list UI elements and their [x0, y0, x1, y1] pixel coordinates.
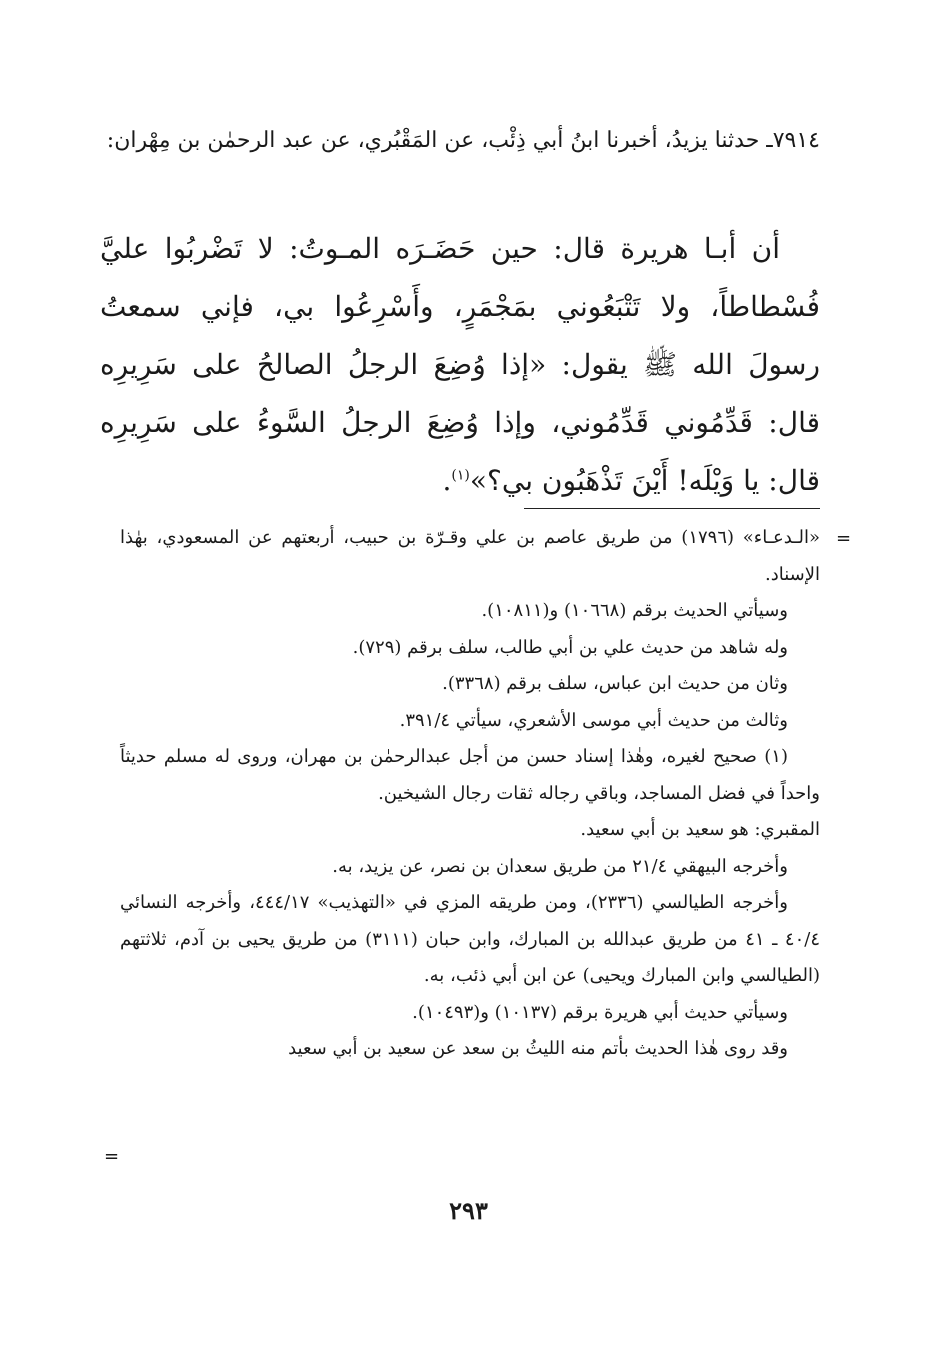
hadith-matn-text: أن أبـا هريرة قال: حين حَضَـرَه المـوتُ: لا تَضْربُوا عليَّ فُسْطاطاً، ولا تَتْبَعُوني بمَجْمَرٍ، وأَسْرِعُوا بي، فإني سمعتُ رسولَ الله ﷺ يقول: «إذا وُضِعَ الرجلُ الصالحُ على سَرِيرِه قال: قَدِّمُوني قَدِّمُوني، وإذا وُضِعَ الرجلُ السَّوءُ على سَرِيرِه قال: يا وَيْلَه! أَيْنَ تَذْهَبُون بي؟» — [100, 232, 820, 497]
continuation-mark-top: = — [836, 528, 852, 549]
footnote-line: وثالث من حديث أبي موسى الأشعري، سيأتي ٣٩١/٤. — [399, 709, 788, 731]
footnote-line: «الـدعـاء» (١٧٩٦) من طريق عاصم بن علي وقـرّة بن حبيب، أربعتهم عن المسعودي، بهٰذا الإسناد. — [120, 527, 820, 585]
footnote-line: (١) صحيح لغيره، وهٰذا إسناد حسن من أجل عبدالرحمٰن بن مهران، وروى له مسلم حديثاً واحداً في فضل المساجد، وباقي رجاله ثقات رجال الشيخين. — [120, 746, 820, 804]
footnote-separator — [524, 508, 820, 509]
footnote-reference: (١) — [451, 467, 470, 484]
footnotes — [120, 520, 820, 1068]
footnote-line: المقبري: هو سعيد بن أبي سعيد. — [580, 819, 820, 840]
page-number: ٢٩٣ — [449, 1196, 488, 1225]
footnote-line: وسيأتي الحديث برقم (١٠٦٦٨) و(١٠٨١١). — [481, 600, 788, 621]
footnote-line: وقد روى هٰذا الحديث بأتم منه الليثُ بن سعد عن سعيد بن أبي سعيد — [288, 1038, 788, 1059]
hadith-isnad — [100, 118, 820, 164]
continuation-mark-bottom: = — [104, 1146, 120, 1167]
hadith-isnad-text: ٧٩١٤ـ حدثنا يزيدُ، أخبرنا ابنُ أبي ذِئْب، عن المَقْبُري، عن عبد الرحمٰن بن مِهْران: — [106, 128, 820, 153]
footnote-line: وسيأتي حديث أبي هريرة برقم (١٠١٣٧) و(١٠٤٩٣). — [412, 1001, 788, 1023]
footnote-line: وأخرجه البيهقي ٢١/٤ من طريق سعدان بن نصر، عن يزيد، به. — [332, 855, 788, 877]
footnote-line: وأخرجه الطيالسي (٢٣٣٦)، ومن طريقه المزي في «التهذيب» ٤٤٤/١٧، وأخرجه النسائي ٤٠/٤ ـ ٤١ من طريق عبدالله بن المبارك، وابن حبان (٣١١١) من طريق يحيى بن آدم، ثلاثتهم (الطيالسي وابن المبارك ويحيى) عن ابن أبي ذئب، به. — [120, 892, 820, 986]
hadith-matn: أن أبـا هريرة قال: حين حَضَـرَه المـوتُ: لا تَضْربُوا عليَّ فُسْطاطاً، ولا تَتْبَعُوني بمَجْمَرٍ، وأَسْرِعُوا بي، فإني سمعتُ رسولَ الله ﷺ يقول: «إذا وُضِعَ الرجلُ الصالحُ على سَرِيرِه قال: قَدِّمُوني قَدِّمُوني، وإذا وُضِعَ الرجلُ السَّوءُ على سَرِيرِه قال: يا وَيْلَه! أَيْنَ تَذْهَبُون بي؟»$^{(١)}$. — [100, 232, 820, 497]
footnote-line: وله شاهد من حديث علي بن أبي طالب، سلف برقم (٧٢٩). — [352, 636, 788, 658]
footnote-line: وثان من حديث ابن عباس، سلف برقم (٣٣٦٨). — [442, 673, 788, 694]
